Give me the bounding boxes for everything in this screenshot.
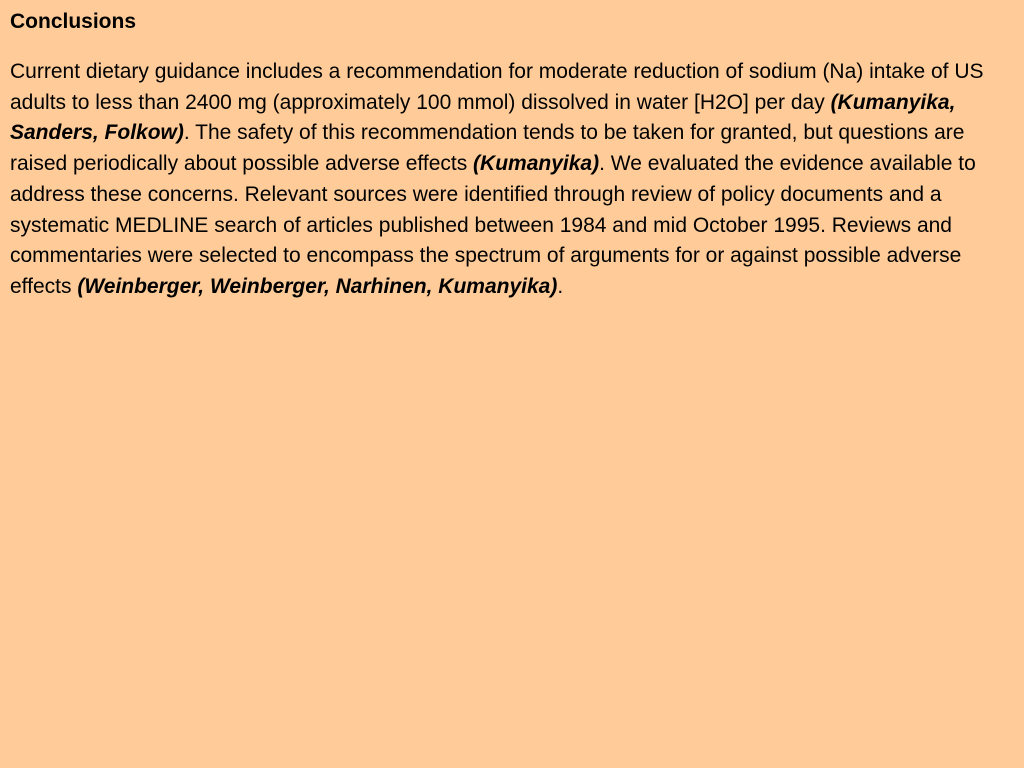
citation-3: (Weinberger, Weinberger, Narhinen, Kumanyika) <box>77 274 558 298</box>
paragraph-text-4: . <box>557 274 564 298</box>
conclusions-paragraph <box>10 57 1010 303</box>
citation-2: (Kumanyika) <box>473 152 600 176</box>
section-heading: Conclusions <box>10 10 137 33</box>
paragraph-text-3: . We evaluated the evidence available to address these concerns. Relevant sources were identified through review of policy documents and a systematic MEDLINE search of articles published between 1984 and mid October 1995. Reviews and commentaries were selected to encompass the spectrum of arguments for or against possible adverse effects <box>10 152 976 298</box>
citation-1: (Kumanyika, Sanders, Folkow) <box>10 90 956 145</box>
paragraph-text-1: Current dietary guidance includes a recommendation for moderate reduction of sodium (Na) intake of US adults to less than 2400 mg (approximately 100 mmol) dissolved in water [H2O] per day <box>10 60 984 114</box>
paragraph-text-2: . The safety of this recommendation tends to be taken for granted, but questions are raised periodically about possible adverse effects <box>10 121 965 176</box>
